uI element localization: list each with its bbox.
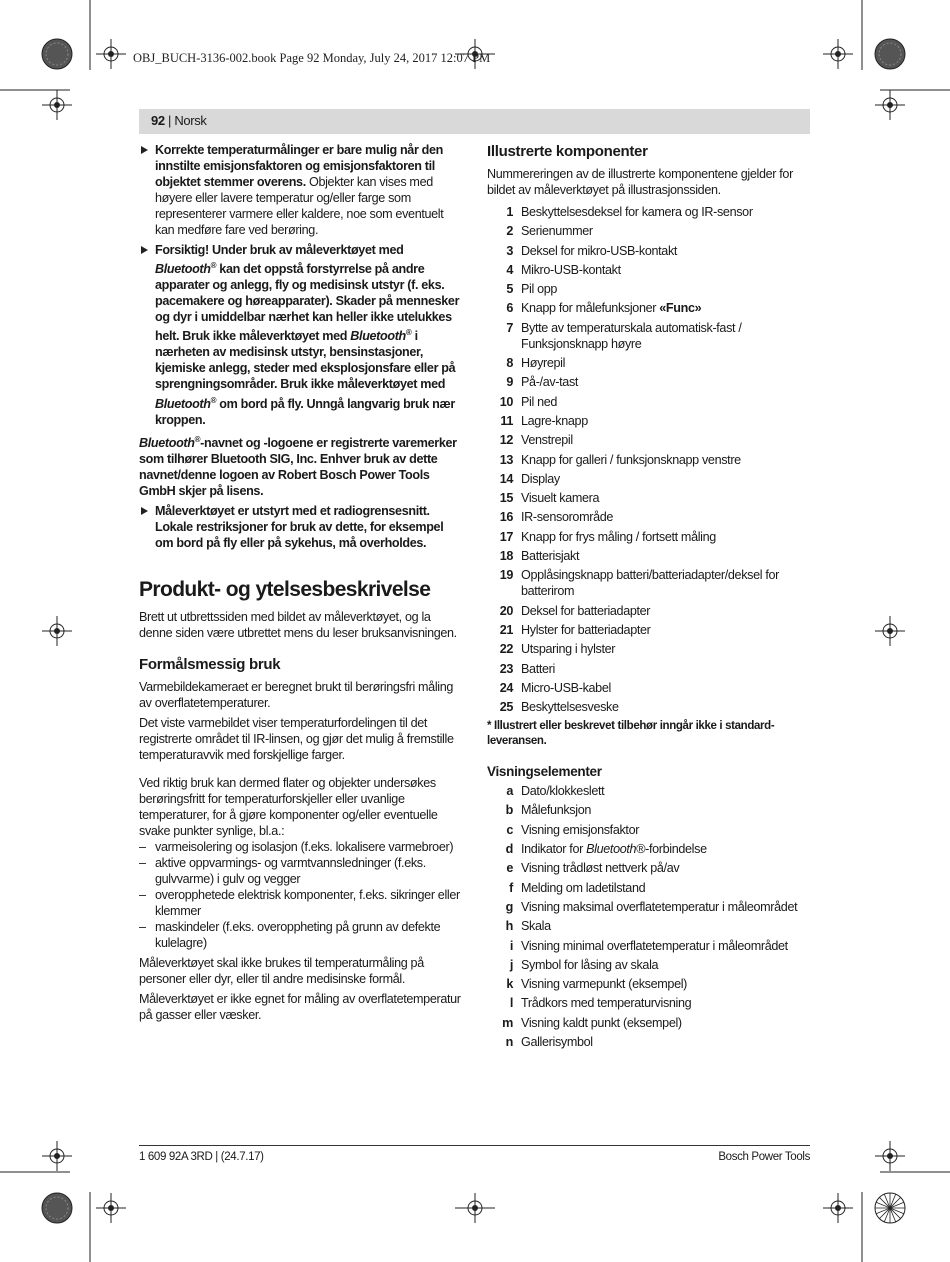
item-number: 15 — [499, 491, 513, 506]
registered-mark: ® — [210, 395, 217, 405]
bluetooth-term: Bluetooth — [139, 435, 195, 450]
list-item — [487, 490, 810, 506]
item-label: Deksel for mikro-USB-kontakt — [521, 243, 678, 258]
use-paragraph: Måleverktøyet skal ikke brukes til temperaturmåling på personer eller dyr, eller til andre medisinske formål. — [139, 955, 424, 986]
list-item — [487, 300, 810, 316]
item-number: j — [509, 957, 513, 972]
item-number: 4 — [506, 262, 513, 277]
item-number: 1 — [506, 205, 513, 219]
item-label: På-/av-tast — [521, 375, 579, 390]
display-elements-list — [487, 783, 810, 1050]
list-item — [487, 204, 810, 220]
list-item: – overopphetede elektrisk komponenter, f.eks. sikringer eller klemmer — [139, 887, 463, 919]
item-label: Melding om ladetilstand — [521, 880, 646, 895]
bluetooth-term: Bluetooth — [350, 329, 406, 344]
registered-mark: ® — [210, 261, 217, 270]
item-number: 22 — [499, 642, 513, 657]
page-number: 92 — [151, 113, 165, 128]
item-label: Pil ned — [521, 394, 558, 409]
trademark-text: -navnet og -logoene er registrerte varemerker som tilhører Bluetooth SIG, Inc. Enhver bruk av dette navnet/denne logoen av Robert Bosch Power Tools GmbH skjer på lisens. — [139, 435, 457, 498]
item-label: Bytte av temperaturskala automatisk-fast / Funksjonsknapp høyre — [521, 320, 742, 351]
item-number: 2 — [506, 224, 513, 239]
list-item: – varmeisolering og isolasjon (f.eks. lokalisere varmebroer) — [139, 839, 463, 855]
list-item — [487, 471, 810, 487]
item-label: Lagre-knapp — [521, 413, 588, 428]
bullet-bold-text: om bord på fly. Unngå langvarig bruk nær kroppen. — [155, 396, 455, 427]
registered-mark: ® — [405, 328, 412, 338]
item-label: Knapp for frys måling / fortsett måling — [521, 529, 716, 544]
item-label: Visuelt kamera — [521, 491, 600, 506]
item-label: Gallerisymbol — [521, 1034, 593, 1049]
item-number: 12 — [499, 433, 513, 448]
item-number: f — [509, 880, 513, 895]
bullet-bold-text: kan det oppstå forstyrrelse på andre apparater og anlegg, fly og medisinsk utstyr (f. eks. pacemakere og høreapparater). Skader på mennesker og dyr i umiddelbar nærhet kan heller ikke utelukkes helt. Bruk ikke måleverktøyet med — [155, 262, 460, 344]
item-number: 11 — [500, 413, 513, 428]
section-heading: Produkt- og ytelsesbeskrivelse — [139, 577, 431, 601]
use-paragraph: Ved riktig bruk kan dermed flater og objekter undersøkes berøringsfritt for temperaturforskjeller eller uvanlige temperaturer, for å gjøre komponenter og/eller eventuelle svake punkter synlige, bl.a.: — [139, 775, 438, 838]
list-item — [487, 976, 810, 992]
item-number: 21 — [499, 622, 513, 637]
list-item — [487, 262, 810, 278]
item-number: 13 — [499, 452, 513, 467]
registered-mark: ® — [194, 434, 201, 444]
item-label: Visning minimal overflatetemperatur i måleområdet — [521, 938, 788, 953]
item-number: i — [509, 938, 513, 953]
list-item: – maskindeler (f.eks. overoppheting på grunn av defekte kulelagre) — [139, 919, 463, 951]
item-label: Batterisjakt — [521, 549, 580, 564]
item-label: Utsparing i hylster — [521, 642, 616, 657]
list-item — [487, 548, 810, 564]
list-item — [487, 603, 810, 619]
header-separator: | — [164, 113, 175, 128]
list-item — [487, 995, 810, 1011]
footer-rule — [139, 1145, 810, 1146]
item-number: 5 — [506, 282, 513, 297]
item-label: Dato/klokkeslett — [521, 784, 605, 799]
subsection-heading: Formålsmessig bruk — [139, 655, 281, 673]
item-number: 16 — [499, 510, 513, 525]
triangle-bullet-icon — [141, 146, 148, 154]
item-number: k — [506, 977, 513, 992]
item-number: 17 — [499, 529, 513, 544]
list-item — [487, 223, 810, 239]
item-number: l — [509, 996, 513, 1011]
list-item — [487, 622, 810, 638]
item-label: Display — [521, 471, 560, 486]
list-item — [487, 957, 810, 973]
item-label: Symbol for låsing av skala — [521, 957, 659, 972]
safety-bullet — [139, 242, 463, 428]
item-number: 6 — [506, 301, 513, 316]
list-item — [487, 432, 810, 448]
use-paragraph: Måleverktøyet er ikke egnet for måling av overflatetemperatur på gasser eller væsker. — [139, 991, 461, 1022]
item-number: 9 — [506, 375, 513, 390]
item-label: Pil opp — [521, 282, 558, 297]
list-item — [487, 413, 810, 429]
list-item — [487, 281, 810, 297]
list-item — [487, 243, 810, 259]
list-item — [487, 1034, 810, 1050]
use-paragraph: Varmebildekameraet er beregnet brukt til berøringsfri måling av overflatetemperaturer. — [139, 679, 454, 710]
footer-code: 1 609 92A 3RD | (24.7.17) — [139, 1151, 264, 1163]
item-label: Mikro-USB-kontakt — [521, 262, 621, 277]
item-number: 19 — [499, 568, 513, 583]
list-item — [487, 822, 810, 838]
item-number: g — [505, 899, 513, 914]
safety-bullet — [139, 503, 463, 551]
item-number: e — [506, 861, 513, 876]
bluetooth-term: Bluetooth — [155, 262, 211, 277]
list-item — [487, 641, 810, 657]
item-label: Målefunksjon — [521, 803, 592, 818]
bullet-bold-text: Korrekte temperaturmålinger er bare mulig når den innstilte emisjonsfaktoren og emisjonsfaktoren til objektet stemmer overens. — [155, 143, 443, 189]
item-label: Skala — [521, 919, 551, 934]
item-number: 24 — [499, 680, 513, 695]
list-item — [487, 320, 810, 352]
item-number: d — [505, 842, 513, 857]
item-number: 23 — [499, 661, 513, 676]
list-item — [487, 394, 810, 410]
item-number: 20 — [499, 603, 513, 618]
list-item — [487, 452, 810, 468]
list-item — [487, 529, 810, 545]
list-item — [487, 802, 810, 818]
list-item — [487, 899, 810, 915]
item-label: Beskyttelsesdeksel for kamera og IR-sensor — [521, 205, 753, 219]
item-label: Visning maksimal overflatetemperatur i måleområdet — [521, 899, 798, 914]
item-label: Visning emisjonsfaktor — [521, 822, 640, 837]
item-label: Knapp for målefunksjoner «Func» — [521, 301, 702, 316]
triangle-bullet-icon — [141, 246, 148, 254]
item-number: 25 — [499, 700, 513, 715]
item-label: Batteri — [521, 661, 555, 676]
item-label: IR-sensorområde — [521, 510, 614, 525]
use-paragraph: Det viste varmebildet viser temperaturfordelingen til det registrerte området til IR-linsen, og gjør det mulig å fremstille temperaturavvik med forskjellige farger. — [139, 715, 454, 762]
subsection-heading: Illustrerte komponenter — [487, 143, 648, 160]
list-item — [487, 567, 810, 599]
subsection-heading: Visningselementer — [487, 764, 602, 780]
item-number: n — [505, 1034, 513, 1049]
item-label: Deksel for batteriadapter — [521, 603, 651, 618]
footer-brand: Bosch Power Tools — [718, 1151, 810, 1163]
item-number: h — [505, 919, 513, 934]
item-number: 14 — [499, 471, 513, 486]
right-column — [487, 142, 810, 1053]
item-label: Micro-USB-kabel — [521, 680, 611, 695]
item-label: Høyrepil — [521, 356, 566, 371]
item-number: 3 — [506, 243, 513, 258]
item-number: b — [505, 803, 513, 818]
header-language: Norsk — [174, 113, 207, 128]
item-label: Visning varmepunkt (eksempel) — [521, 977, 688, 992]
list-item — [487, 509, 810, 525]
list-item — [487, 783, 810, 799]
list-item — [487, 355, 810, 371]
item-label: Visning kaldt punkt (eksempel) — [521, 1015, 682, 1030]
item-number: m — [502, 1015, 513, 1030]
intro-paragraph: Brett ut utbrettssiden med bildet av måleverktøyet, og la denne siden være utbrettet mens du leser bruksanvisningen. — [139, 609, 457, 640]
page-header — [139, 109, 810, 134]
bluetooth-term: Bluetooth — [155, 396, 211, 411]
list-item — [487, 880, 810, 896]
bullet-text: Objekter kan vises med høyere eller lavere temperatur og/eller farge som representerer varmere eller kaldere, noe som eventuelt kan medføre fare ved berøring. — [155, 175, 444, 237]
item-number: 18 — [499, 549, 513, 564]
item-number: 7 — [506, 320, 513, 335]
item-label: Serienummer — [521, 224, 593, 239]
item-label: Opplåsingsknapp batteri/batteriadapter/deksel for batterirom — [521, 568, 779, 599]
list-item: – aktive oppvarmings- og varmtvannsledninger (f.eks. gulvvarme) i gulv og vegger — [139, 855, 463, 887]
components-list — [487, 204, 810, 715]
item-number: c — [506, 822, 513, 837]
triangle-bullet-icon — [141, 507, 148, 515]
item-number: 10 — [499, 394, 513, 409]
components-intro: Nummereringen av de illustrerte komponentene gjelder for bildet av måleverktøyet på illustrasjonssiden. — [487, 167, 793, 197]
item-label: Knapp for galleri / funksjonsknapp venstre — [521, 452, 741, 467]
list-item — [487, 374, 810, 390]
item-label: Beskyttelsesveske — [521, 700, 619, 715]
list-item — [487, 860, 810, 876]
bullet-bold-text: i nærheten av medisinsk utstyr, bensinstasjoner, kjemiske anlegg, steder med eksplosjonsfare eller på sprengningsområder. Bruk ikke måleverktøyet med — [155, 329, 456, 392]
footnote: * Illustrert eller beskrevet tilbehør inngår ikke i standard-leveransen. — [487, 720, 775, 748]
item-number: a — [506, 784, 513, 799]
list-item — [487, 661, 810, 677]
crop-info-line: OBJ_BUCH-3136-002.book Page 92 Monday, July 24, 2017 12:07 PM — [133, 51, 491, 65]
bullet-bold-text: Måleverktøyet er utstyrt med et radiogrensesnitt. Lokale restriksjoner for bruk av dette, for eksempel om bord på fly eller på sykehus, må overholdes. — [155, 503, 444, 550]
list-item — [487, 918, 810, 934]
list-item — [487, 841, 810, 857]
safety-bullet — [139, 142, 463, 238]
item-number: 8 — [506, 356, 513, 371]
bullet-bold-text: Forsiktig! Under bruk av måleverktøyet med — [155, 243, 404, 257]
list-item — [487, 938, 810, 954]
item-label: Hylster for batteriadapter — [521, 622, 651, 637]
list-item — [487, 680, 810, 696]
left-column — [139, 142, 463, 1027]
bluetooth-trademark-note — [139, 432, 463, 499]
item-label: Venstrepil — [521, 433, 573, 448]
list-item — [487, 1015, 810, 1031]
item-label: Indikator for Bluetooth®-forbindelse — [521, 842, 707, 857]
item-label: Visning trådløst nettverk på/av — [521, 861, 680, 876]
item-label: Trådkors med temperaturvisning — [521, 996, 692, 1011]
list-item — [487, 699, 810, 715]
